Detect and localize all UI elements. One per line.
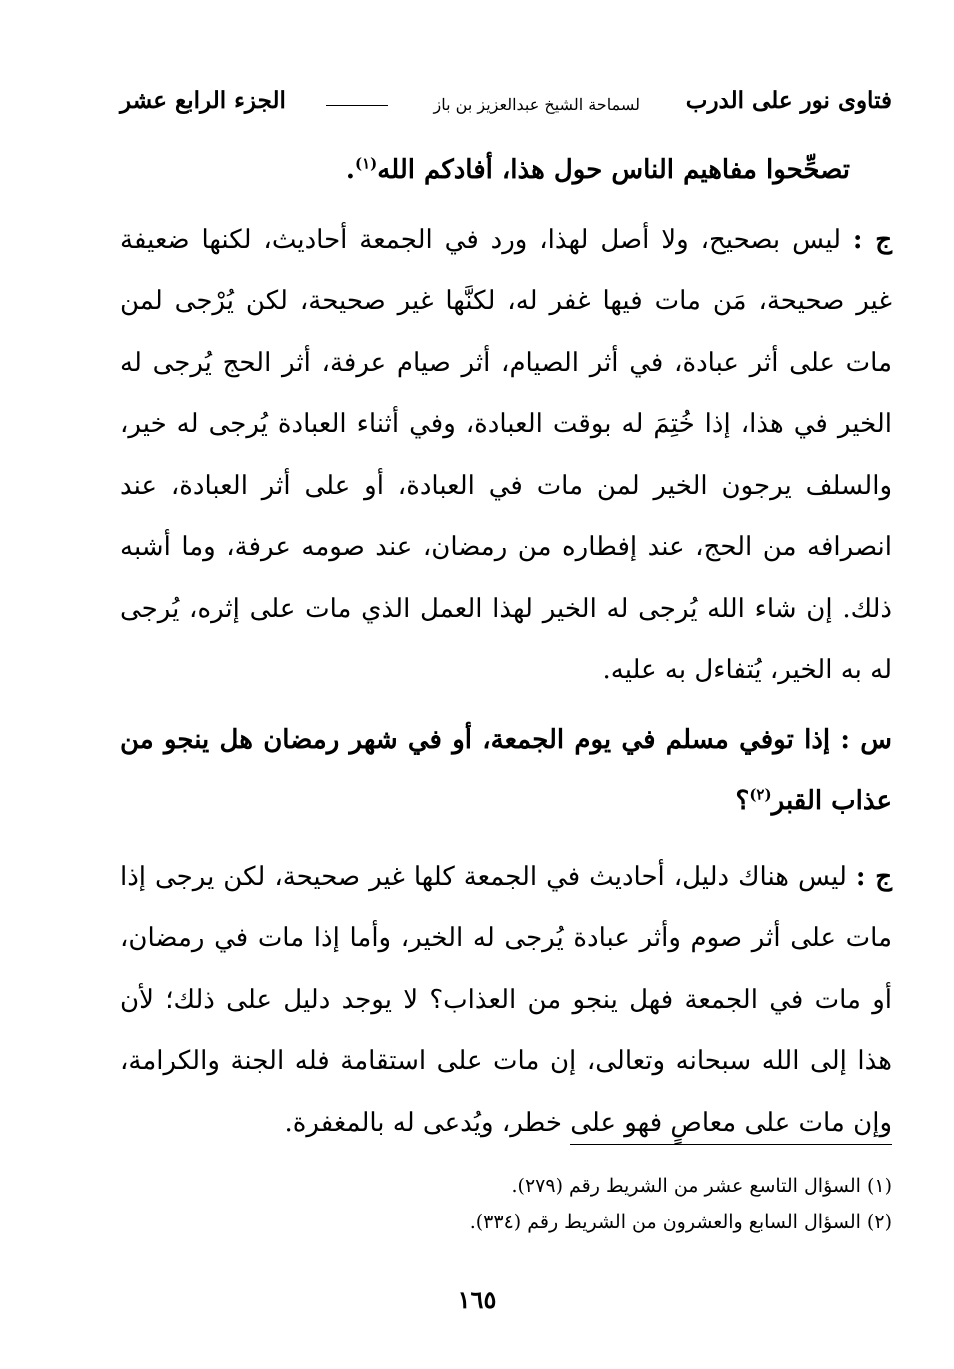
question-marker: س : bbox=[840, 724, 893, 755]
page-number: ١٦٥ bbox=[457, 1285, 497, 1314]
header-dash bbox=[326, 105, 388, 106]
footnote-2: (٢) السؤال السابع والعشرون من الشريط رقم (٣٣٤). bbox=[469, 1211, 892, 1233]
footnotes bbox=[120, 1168, 892, 1240]
volume-part: الجزء الرابع عشر bbox=[120, 87, 286, 114]
running-header bbox=[120, 74, 892, 114]
footnote-ref-1: (١) bbox=[354, 154, 378, 173]
footnote-ref-2: (٢) bbox=[749, 785, 772, 804]
question-continuation bbox=[120, 140, 892, 202]
spacer bbox=[120, 202, 892, 210]
footnote-separator bbox=[570, 1144, 892, 1145]
question-2 bbox=[120, 710, 892, 833]
question-text: إذا توفي مسلم في يوم الجمعة، أو في شهر رمضان هل ينجو من عذاب القبر bbox=[120, 724, 892, 816]
answer-2 bbox=[120, 847, 892, 1155]
page-content bbox=[120, 140, 892, 1154]
question-tail: ؟ bbox=[735, 786, 750, 816]
question-tail: . bbox=[345, 155, 355, 185]
question-text: تصحِّحوا مفاهيم الناس حول هذا، أفادكم الله bbox=[377, 155, 850, 185]
book-title: فتاوى نور على الدرب bbox=[685, 87, 892, 114]
spacer bbox=[120, 833, 892, 847]
footnote-1: (١) السؤال التاسع عشر من الشريط رقم (٢٧٩). bbox=[511, 1175, 892, 1197]
answer-text: ليس بصحيح، ولا أصل لهذا، ورد في الجمعة أحاديث، لكنها ضعيفة غير صحيحة، مَن مات فيها غفر له، لكنَّها غير صحيحة، لكن يُرْجى لمن مات على أثر عبادة، في أثر الصيام، أثر صيام عرفة، أثر الحج يُرجى له الخير في هذا، إذا خُتِمَ له بوقت العبادة، وفي أثناء العبادة يُرجى له خير، والسلف يرجون الخير لمن مات في العبادة، أو على أثر العبادة، عند انصرافه من الحج، عند إفطاره من رمضان، عند صومه عرفة، وما أشبه ذلك. إن شاء الله يُرجى له الخير لهذا العمل الذي مات على إثره، يُرجى له به الخير، يُتفاءل به عليه. bbox=[120, 224, 892, 685]
answer-marker: ج : bbox=[852, 224, 893, 255]
answer-marker: ج : bbox=[855, 861, 892, 892]
answer-text: ليس هناك دليل، أحاديث في الجمعة كلها غير صحيحة، لكن يرجى إذا مات على أثر صوم وأثر عبادة يُرجى له الخير، وأما إذا مات في رمضان، أو مات في الجمعة فهل ينجو من العذاب؟ لا يوجد دليل على ذلك؛ لأن هذا إلى الله سبحانه وتعالى، إن مات على استقامة فله الجنة والكرامة، وإن مات على معاصٍ فهو على خطر، ويُدعى له بالمغفرة. bbox=[120, 861, 892, 1138]
spacer bbox=[120, 702, 892, 710]
answer-1 bbox=[120, 210, 892, 702]
author-name: لسماحة الشيخ عبدالعزيز بن باز bbox=[433, 95, 640, 114]
